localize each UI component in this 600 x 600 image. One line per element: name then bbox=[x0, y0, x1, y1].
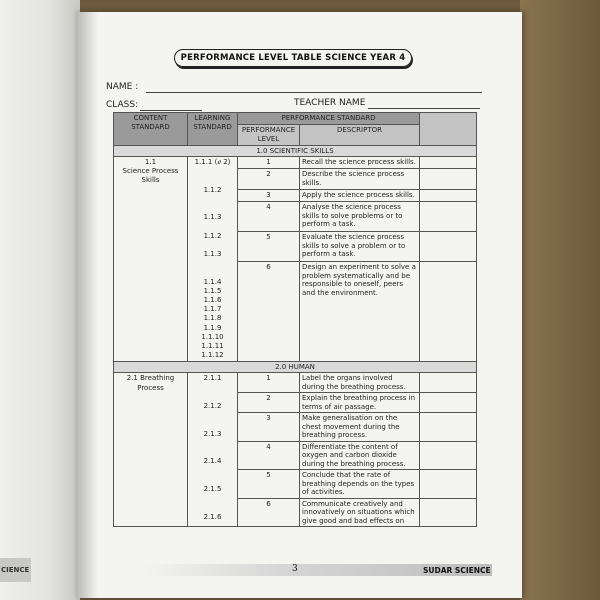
page-binding-shadow bbox=[76, 12, 98, 598]
workbook-page bbox=[76, 12, 522, 598]
section-title-human: 2.0 HUMAN bbox=[114, 362, 477, 373]
content-standard-cell: 2.1 Breathing Process bbox=[114, 373, 188, 527]
blank-cell bbox=[420, 232, 477, 262]
descriptor-cell: Recall the science process skills. bbox=[300, 157, 420, 169]
descriptor-cell: Conclude that the rate of breathing depends on the types of activities. bbox=[300, 470, 420, 499]
descriptor-cell: Explain the breathing process in terms of air passage. bbox=[300, 393, 420, 413]
level-cell: 5 bbox=[238, 470, 300, 499]
descriptor-cell: Evaluate the science process skills to solve a problem or to perform a task. bbox=[300, 232, 420, 262]
blank-cell bbox=[420, 190, 477, 202]
page-title: PERFORMANCE LEVEL TABLE SCIENCE YEAR 4 bbox=[174, 49, 412, 67]
background-desk-left bbox=[0, 0, 80, 600]
footer-brand: SUDAR SCIENCE bbox=[423, 566, 491, 575]
blank-cell bbox=[420, 262, 477, 362]
header-descriptor: DESCRIPTOR bbox=[300, 125, 420, 146]
learning-standard-cell: 1.1.1 (ሀ 2) 1.1.2 1.1.3 1.1.2 1.1.3 1.1.4 1.1.5 1.1.6 1.1.7 1.1.8 1.1.9 1.1.10 1.1.11 1.1.12 bbox=[188, 157, 238, 362]
descriptor-cell: Differentiate the content of oxygen and carbon dioxide during the breathing process. bbox=[300, 441, 420, 470]
blank-cell bbox=[420, 202, 477, 232]
descriptor-cell: Label the organs involved during the breathing process. bbox=[300, 373, 420, 393]
descriptor-cell: Describe the science process skills. bbox=[300, 169, 420, 190]
blank-cell bbox=[420, 470, 477, 499]
book-spine-label: CIENCE bbox=[0, 558, 31, 582]
blank-cell bbox=[420, 441, 477, 470]
header-performance-level: PERFORMANCE LEVEL bbox=[238, 125, 300, 146]
class-label: CLASS: bbox=[106, 100, 139, 110]
blank-cell bbox=[420, 169, 477, 190]
performance-level-table bbox=[113, 112, 477, 527]
level-cell: 4 bbox=[238, 441, 300, 470]
header-performance-standard: PERFORMANCE STANDARD bbox=[238, 113, 420, 125]
descriptor-cell: Apply the science process skills. bbox=[300, 190, 420, 202]
teacher-name-line bbox=[368, 108, 480, 109]
descriptor-cell: Analyse the science process skills to solve problems or to perform a task. bbox=[300, 202, 420, 232]
blank-cell bbox=[420, 373, 477, 393]
header-content-standard: CONTENT STANDARD bbox=[114, 113, 188, 146]
level-cell: 3 bbox=[238, 190, 300, 202]
level-cell: 5 bbox=[238, 232, 300, 262]
blank-cell bbox=[420, 393, 477, 413]
header-blank-column bbox=[420, 113, 477, 146]
descriptor-cell: Make generalisation on the chest movement during the breathing process. bbox=[300, 413, 420, 442]
level-cell: 2 bbox=[238, 393, 300, 413]
level-cell: 1 bbox=[238, 373, 300, 393]
blank-cell bbox=[420, 157, 477, 169]
level-cell: 4 bbox=[238, 202, 300, 232]
level-cell: 6 bbox=[238, 498, 300, 527]
name-label: NAME : bbox=[106, 82, 139, 92]
level-cell: 3 bbox=[238, 413, 300, 442]
level-cell: 2 bbox=[238, 169, 300, 190]
page-number: 3 bbox=[292, 564, 298, 574]
section-title-scientific-skills: 1.0 SCIENTIFIC SKILLS bbox=[114, 146, 477, 157]
level-cell: 1 bbox=[238, 157, 300, 169]
content-standard-cell: 1.1 Science Process Skills bbox=[114, 157, 188, 362]
blank-cell bbox=[420, 498, 477, 527]
name-line bbox=[146, 92, 482, 93]
descriptor-cell: Design an experiment to solve a problem systematically and be responsible to oneself, peers and the environment. bbox=[300, 262, 420, 362]
background-desk-right bbox=[520, 0, 600, 600]
learning-standard-cell: 2.1.1 2.1.2 2.1.3 2.1.4 2.1.5 2.1.6 bbox=[188, 373, 238, 527]
blank-cell bbox=[420, 413, 477, 442]
level-cell: 6 bbox=[238, 262, 300, 362]
class-line bbox=[140, 110, 202, 111]
descriptor-cell: Communicate creatively and innovatively on situations which give good and bad effects on bbox=[300, 498, 420, 527]
header-learning-standard: LEARNING STANDARD bbox=[188, 113, 238, 146]
teacher-name-label: TEACHER NAME bbox=[294, 98, 366, 108]
